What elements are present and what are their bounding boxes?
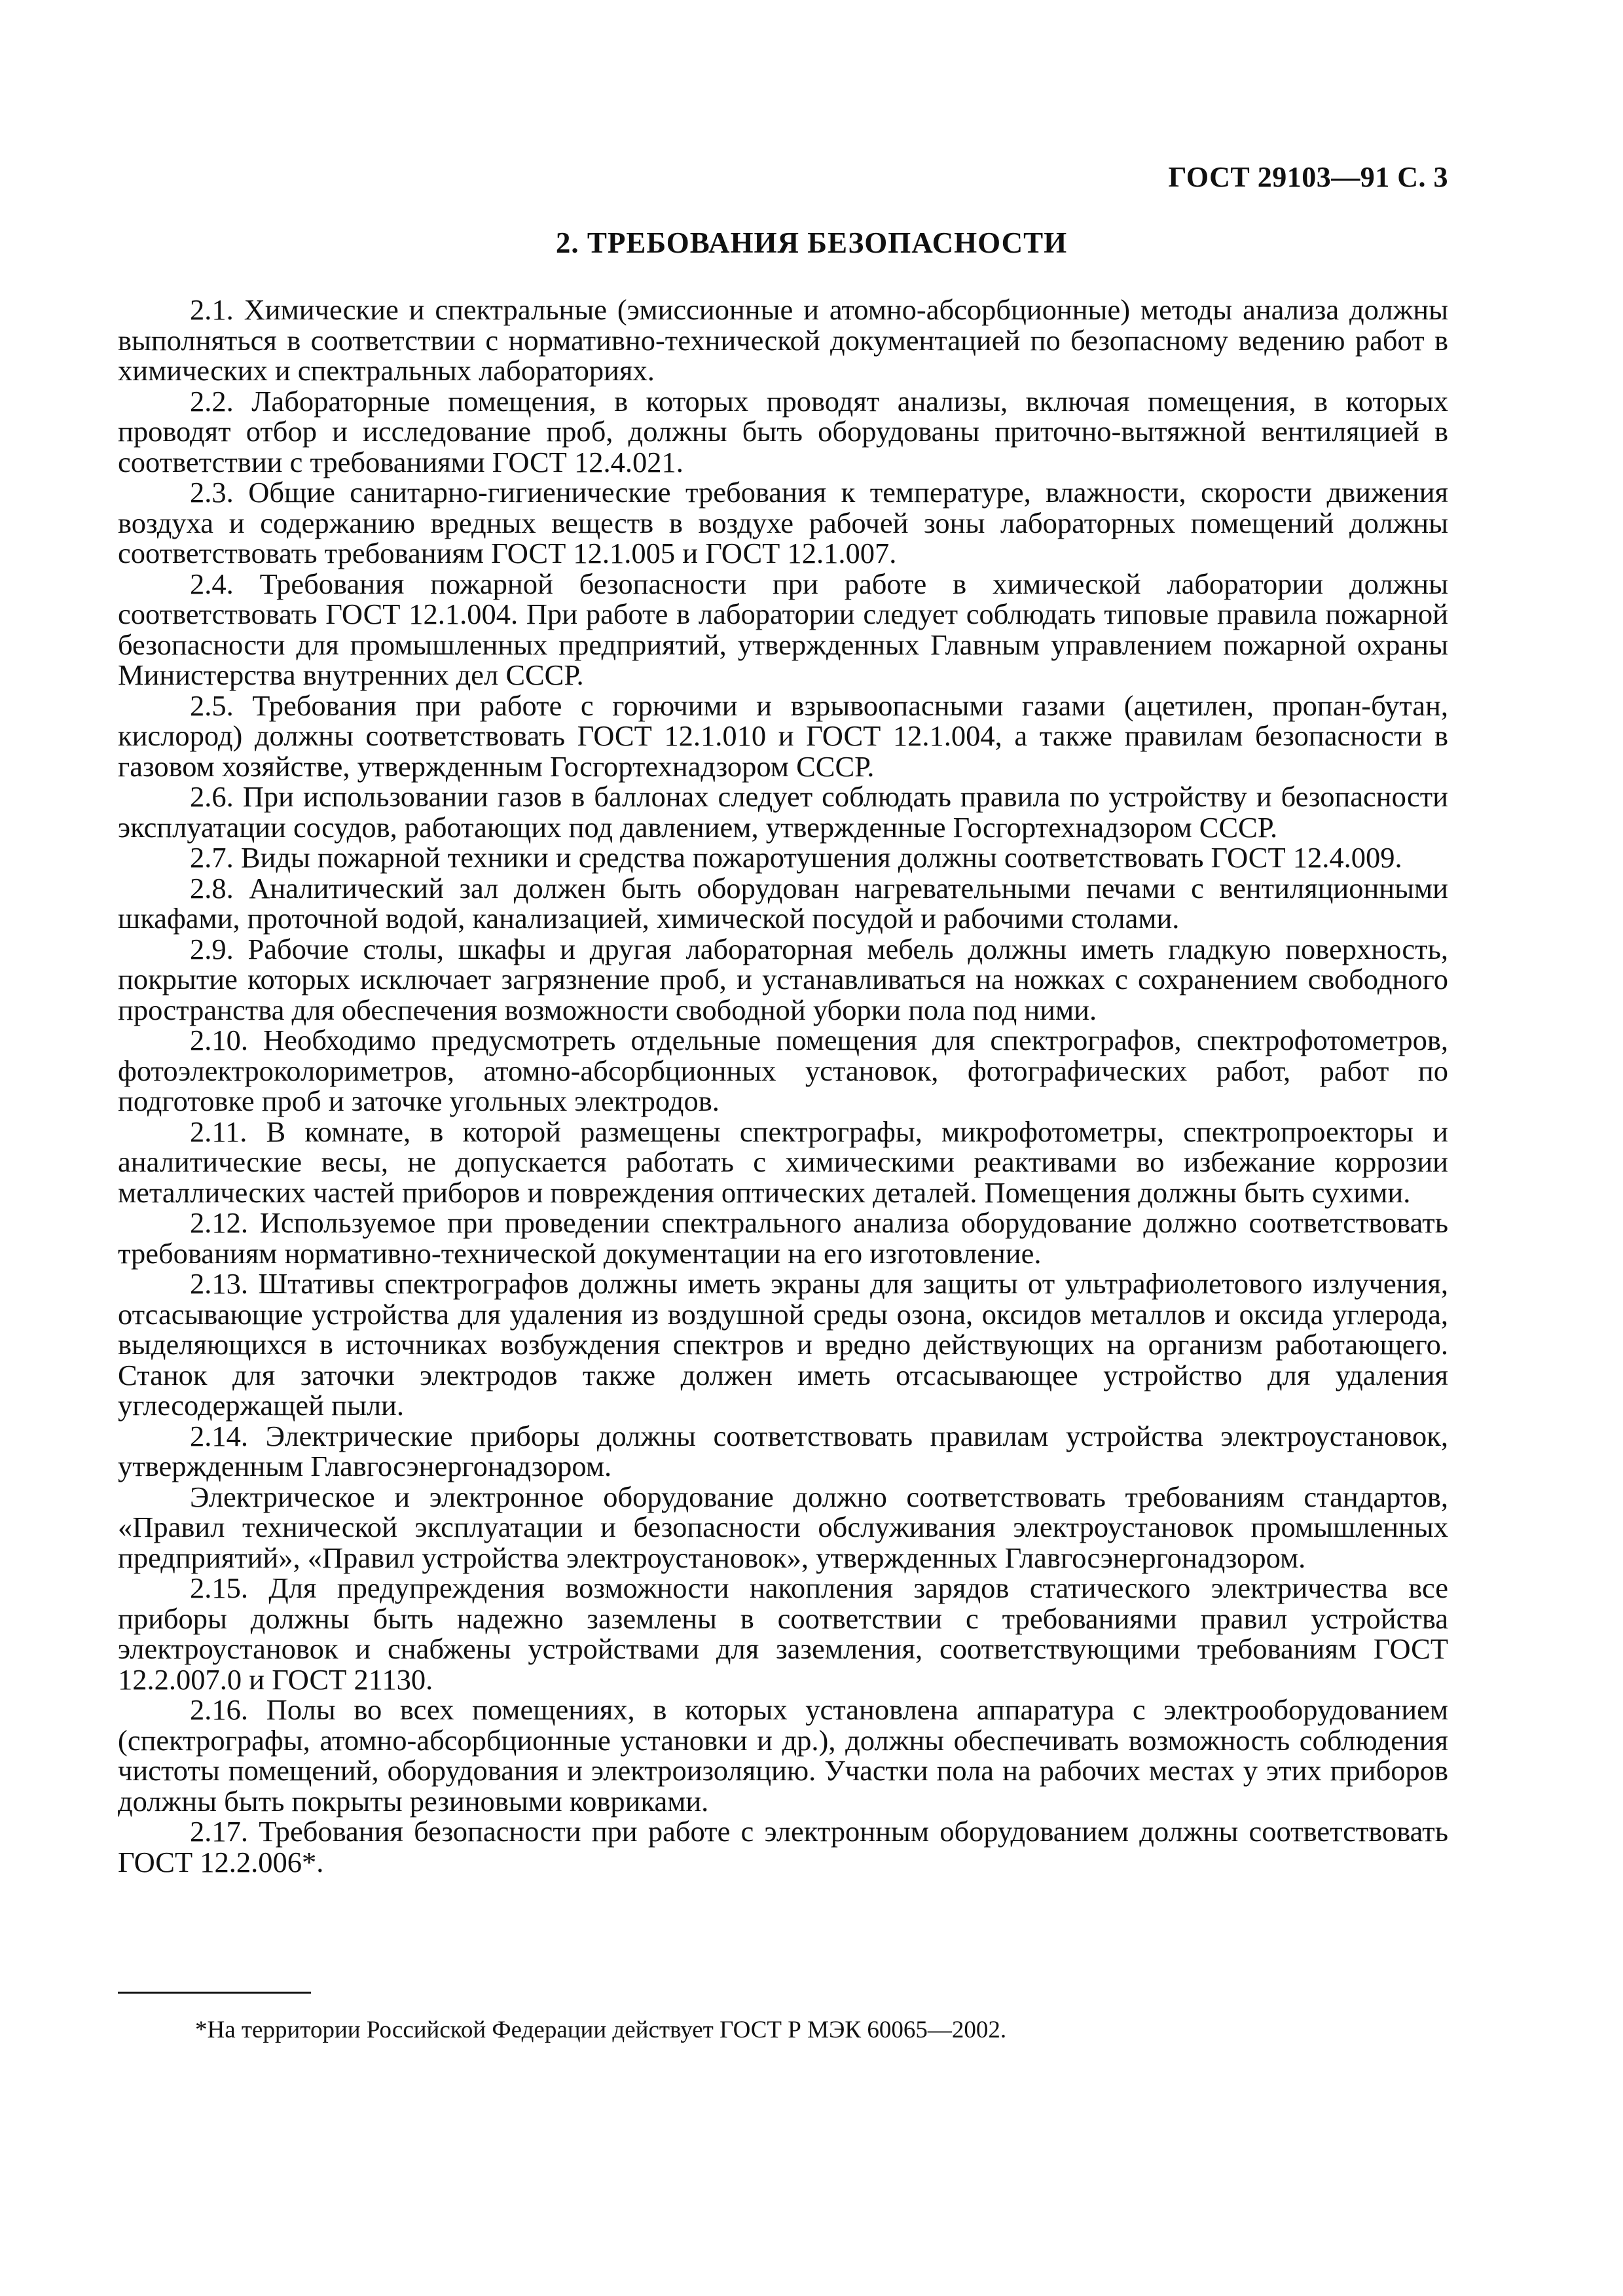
paragraph-2-10: 2.10. Необходимо предусмотреть отдельные помещения для спектрографов, спектрофотометров, фотоэлектроколориметров, атомно-абсорбционных установок, фотографических работ, работ по подготовке проб и заточке угольных электродов. bbox=[118, 1024, 1448, 1117]
section-body bbox=[118, 295, 1448, 1877]
page-header: ГОСТ 29103—91 С. 3 bbox=[1168, 161, 1448, 193]
paragraph-2-12: 2.12. Используемое при проведении спектрального анализа оборудование должно соответствовать требованиям нормативно-технической документации на его изготовление. bbox=[118, 1206, 1448, 1270]
section-title: 2. ТРЕБОВАНИЯ БЕЗОПАСНОСТИ bbox=[555, 226, 1068, 259]
paragraph-2-2: 2.2. Лабораторные помещения, в которых проводят анализы, включая помещения, в которых проводят отбор и исследование проб, должны быть оборудованы приточно-вытяжной вентиляцией в соответствии с требованиями ГОСТ 12.4.021. bbox=[118, 384, 1448, 478]
footnote: *На территории Российской Федерации действует ГОСТ Р МЭК 60065—2002. bbox=[195, 2017, 1007, 2043]
paragraph-2-11: 2.11. В комнате, в которой размещены спектрографы, микрофотометры, спектропроекторы и аналитические весы, не допускается работать с химическими реактивами во избежание коррозии металлических частей приборов и повреждения оптических деталей. Помещения должны быть сухими. bbox=[118, 1115, 1448, 1209]
paragraph-2-5: 2.5. Требования при работе с горючими и взрывоопасными газами (ацетилен, пропан-бутан, кислород) должны соответствовать ГОСТ 12.1.010 и ГОСТ 12.1.004, а также правилам безопасности в газовом хозяйстве, утвержденным Госгортехнадзором СССР. bbox=[118, 689, 1448, 783]
paragraph-2-3: 2.3. Общие санитарно-гигиенические требования к температуре, влажности, скорости движения воздуха и содержанию вредных веществ в воздухе рабочей зоны лабораторных помещений должны соответствовать требованиям ГОСТ 12.1.005 и ГОСТ 12.1.007. bbox=[118, 476, 1448, 569]
paragraph-2-9: 2.9. Рабочие столы, шкафы и другая лабораторная мебель должны иметь гладкую поверхность, покрытие которых исключает загрязнение проб, и устанавливаться на ножках с сохранением свободного пространства для обеспечения возможности свободной уборки пола под ними. bbox=[118, 932, 1448, 1026]
paragraph-2-17: 2.17. Требования безопасности при работе с электронным оборудованием должны соответствовать ГОСТ 12.2.006*. bbox=[118, 1815, 1448, 1878]
paragraph-2-16: 2.16. Полы во всех помещениях, в которых установлена аппаратура с электрооборудованием (спектрографы, атомно-абсорбционные установки и др.), должны обеспечивать возможность соблюдения чистоты помещений, оборудования и электроизоляцию. Участки пола на рабочих местах у этих приборов должны быть покрыты резиновыми ковриками. bbox=[118, 1693, 1448, 1818]
paragraph-2-14: 2.14. Электрические приборы должны соответствовать правилам устройства электроустановок, утвержденным Главгосэнергонадзором. bbox=[118, 1419, 1448, 1482]
paragraph-2-6: 2.6. При использовании газов в баллонах следует соблюдать правила по устройству и безопасности эксплуатации сосудов, работающих под давлением, утвержденные Госгортехнадзором СССР. bbox=[118, 780, 1448, 844]
paragraph-2-14-continued: Электрическое и электронное оборудование должно соответствовать требованиям стандартов, «Правил технической эксплуатации и безопасности обслуживания электроустановок промышленных предприятий», «Правил устройства электроустановок», утвержденных Главгосэнергонадзором. bbox=[118, 1480, 1448, 1574]
paragraph-2-7: 2.7. Виды пожарной техники и средства пожаротушения должны соответствовать ГОСТ 12.4.009. bbox=[190, 841, 1402, 874]
paragraph-2-1: 2.1. Химические и спектральные (эмиссионные и атомно-абсорбционные) методы анализа должны выполняться в соответствии с нормативно-технической документацией по безопасному ведению работ в химических и спектральных лабораториях. bbox=[118, 293, 1448, 387]
footnote-divider bbox=[118, 1992, 311, 1994]
paragraph-2-4: 2.4. Требования пожарной безопасности при работе в химической лаборатории должны соответствовать ГОСТ 12.1.004. При работе в лаборатории следует соблюдать типовые правила пожарной безопасности для промышленных предприятий, утвержденных Главным управлением пожарной охраны Министерства внутренних дел СССР. bbox=[118, 567, 1448, 691]
paragraph-2-15: 2.15. Для предупреждения возможности накопления зарядов статического электричества все приборы должны быть надежно заземлены в соответствии с требованиями правил устройства электроустановок и снабжены устройствами для заземления, соответствующими требованиям ГОСТ 12.2.007.0 и ГОСТ 21130. bbox=[118, 1571, 1448, 1696]
paragraph-2-13: 2.13. Штативы спектрографов должны иметь экраны для защиты от ультрафиолетового излучения, отсасывающие устройства для удаления из воздушной среды озона, оксидов металлов и оксида углерода, выделяющихся в источниках возбуждения спектров и вредно действующих на организм работающего. Станок для заточки электродов также должен иметь отсасывающее устройство для удаления углесодержащей пыли. bbox=[118, 1267, 1448, 1422]
paragraph-2-8: 2.8. Аналитический зал должен быть оборудован нагревательными печами с вентиляционными шкафами, проточной водой, канализацией, химической посудой и рабочими столами. bbox=[118, 871, 1448, 935]
